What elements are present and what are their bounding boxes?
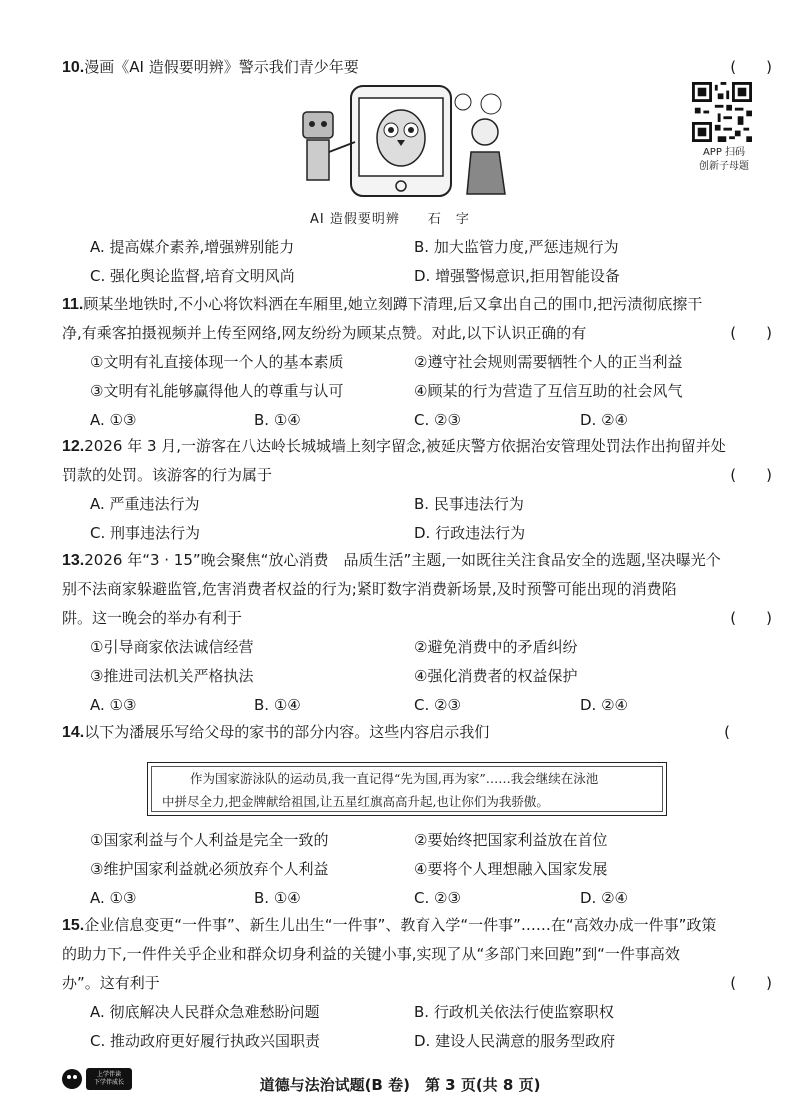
letter-line1: 作为国家游泳队的运动员,我一直记得“先为国,再为家”……我会继续在泳池 <box>190 771 599 786</box>
question-12 <box>62 432 772 548</box>
answer-bracket: ( ) <box>730 974 772 992</box>
question-stem-line2: 别不法商家躲避监管,危害消费者权益的行为;紧盯数字消费新场景,及时预警可能出现的消费陷 <box>62 580 677 598</box>
option-b[interactable]: B. 行政机关依法行使监察职权 <box>414 1003 614 1021</box>
statement-1: ①国家利益与个人利益是完全一致的 <box>90 831 329 849</box>
question-stem-line1: 2026 年 3 月,一游客在八达岭长城城墙上刻字留念,被延庆警方依据治安管理处罚法作出拘留并处 <box>84 437 726 455</box>
answer-bracket: ( ) <box>730 466 772 484</box>
statement-1: ①引导商家依法诚信经营 <box>90 638 254 656</box>
question-number: 15. <box>62 917 85 934</box>
choice-a[interactable]: A. ①③ <box>90 696 137 714</box>
question-stem-line3: 阱。这一晚会的举办有利于 <box>62 609 243 627</box>
option-d[interactable]: D. 行政违法行为 <box>414 524 526 542</box>
question-number: 14. <box>62 724 85 741</box>
option-a[interactable]: A. 提高媒介素养,增强辨别能力 <box>90 238 295 256</box>
question-stem: 漫画《AI 造假要明辨》警示我们青少年要 <box>84 58 359 76</box>
question-number: 13. <box>62 552 85 569</box>
logo-line2: 下学伴成长 <box>93 1079 124 1086</box>
choice-a[interactable]: A. ①③ <box>90 889 137 907</box>
qr-caption <box>676 146 772 174</box>
choice-b[interactable]: B. ①④ <box>254 889 301 907</box>
question-10-options <box>62 233 772 291</box>
statement-3: ③推进司法机关严格执法 <box>90 667 254 685</box>
cartoon-illustration <box>295 82 519 202</box>
qr-caption-line2: 创新子母题 <box>699 161 749 172</box>
statement-2: ②要始终把国家利益放在首位 <box>414 831 608 849</box>
choice-d[interactable]: D. ②④ <box>580 411 628 429</box>
logo-line1: 上学伴读 <box>96 1071 121 1078</box>
letter-excerpt-box <box>147 762 667 816</box>
statement-4: ④强化消费者的权益保护 <box>414 667 578 685</box>
option-c[interactable]: C. 推动政府更好履行执政兴国职责 <box>90 1032 321 1050</box>
letter-line2: 中拼尽全力,把金牌献给祖国,让五星红旗高高升起,也让你们为我骄傲。 <box>162 794 549 809</box>
question-10 <box>62 53 772 82</box>
statement-2: ②遵守社会规则需要牺牲个人的正当利益 <box>414 353 683 371</box>
qr-code-icon <box>692 82 752 142</box>
question-number: 12. <box>62 438 85 455</box>
question-stem-line1: 顾某坐地铁时,不小心将饮料洒在车厢里,她立刻蹲下清理,后又拿出自己的围巾,把污渍彻底擦干 <box>83 295 703 313</box>
question-stem-line2: 净,有乘客拍摄视频并上传至网络,网友纷纷为顾某点赞。对此,以下认识正确的有 <box>62 324 587 342</box>
cartoon-caption: AI 造假要明辨 石 字 <box>310 212 470 227</box>
option-d[interactable]: D. 建设人民满意的服务型政府 <box>414 1032 616 1050</box>
statement-2: ②避免消费中的矛盾纠纷 <box>414 638 578 656</box>
question-11 <box>62 290 772 435</box>
question-stem: 以下为潘展乐写给父母的家书的部分内容。这些内容启示我们 <box>84 723 490 741</box>
answer-bracket: ( ) <box>730 324 772 342</box>
answer-bracket: ( ) <box>730 58 772 76</box>
question-stem-line2: 罚款的处罚。该游客的行为属于 <box>62 466 273 484</box>
option-c[interactable]: C. 刑事违法行为 <box>90 524 201 542</box>
question-stem-line3: 办”。这有利于 <box>62 974 160 992</box>
answer-bracket: ( <box>724 723 730 741</box>
choice-b[interactable]: B. ①④ <box>254 411 301 429</box>
option-c[interactable]: C. 强化舆论监督,培育文明风尚 <box>90 267 295 285</box>
statement-4: ④要将个人理想融入国家发展 <box>414 860 608 878</box>
option-d[interactable]: D. 增强警惕意识,拒用智能设备 <box>414 267 620 285</box>
question-number: 10. <box>62 59 85 76</box>
option-b[interactable]: B. 民事违法行为 <box>414 495 524 513</box>
question-15 <box>62 911 772 1056</box>
statement-4: ④顾某的行为营造了互信互助的社会风气 <box>414 382 683 400</box>
option-a[interactable]: A. 彻底解决人民群众急难愁盼问题 <box>90 1003 320 1021</box>
question-13 <box>62 546 772 720</box>
choice-c[interactable]: C. ②③ <box>414 889 461 907</box>
question-14-options <box>62 826 772 913</box>
question-stem-line1: 2026 年“3 · 15”晚会聚焦“放心消费 品质生活”主题,一如既往关注食品安全的选题,坚决曝光个 <box>84 551 721 569</box>
choice-a[interactable]: A. ①③ <box>90 411 137 429</box>
choice-d[interactable]: D. ②④ <box>580 889 628 907</box>
qr-caption-line1: APP 扫码 <box>702 147 746 158</box>
statement-3: ③维护国家利益就必须放弃个人利益 <box>90 860 329 878</box>
question-number: 11. <box>62 296 84 313</box>
page-footer: 道德与法治试题(B 卷) 第 3 页(共 8 页) <box>259 1076 541 1094</box>
option-b[interactable]: B. 加大监管力度,严惩违规行为 <box>414 238 619 256</box>
choice-b[interactable]: B. ①④ <box>254 696 301 714</box>
choice-c[interactable]: C. ②③ <box>414 696 461 714</box>
choice-c[interactable]: C. ②③ <box>414 411 461 429</box>
question-stem-line1: 企业信息变更“一件事”、新生儿出生“一件事”、教育入学“一件事”……在“高效办成一件事”政策 <box>84 916 717 934</box>
question-14 <box>62 718 772 747</box>
statement-1: ①文明有礼直接体现一个人的基本素质 <box>90 353 344 371</box>
option-a[interactable]: A. 严重违法行为 <box>90 495 200 513</box>
statement-3: ③文明有礼能够赢得他人的尊重与认可 <box>90 382 344 400</box>
choice-d[interactable]: D. ②④ <box>580 696 628 714</box>
question-stem-line2: 的助力下,一件件关乎企业和群众切身利益的关键小事,实现了从“多部门来回跑”到“一件事高效 <box>62 945 680 963</box>
answer-bracket: ( ) <box>730 609 772 627</box>
